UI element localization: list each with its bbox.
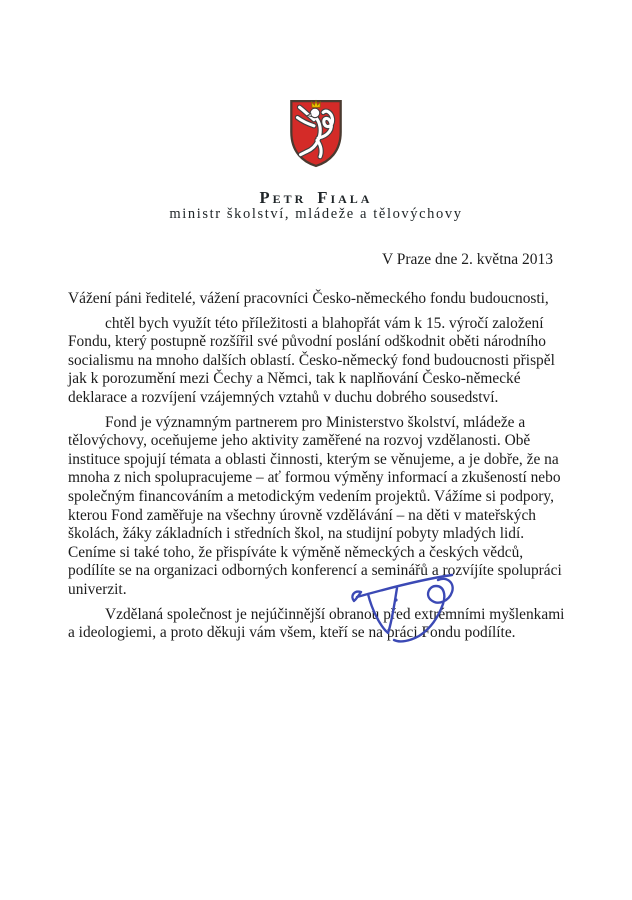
letter-body	[68, 290, 568, 649]
paragraph-3: Vzdělaná společnost je nejúčinnější obranou před extrémními myšlenkami a ideologiemi, a proto děkuji vám všem, kteří se na práci Fondu podílíte.	[68, 605, 565, 642]
salutation: Vážení páni ředitelé, vážení pracovníci Česko-německého fondu budoucnosti,	[68, 290, 549, 307]
signature-dot	[394, 598, 397, 601]
sender-name: Petr Fiala	[259, 188, 373, 207]
paragraph-1: chtěl bych využít této příležitosti a blahopřát vám k 15. výročí založení Fondu, který postupně rozšířil své původní poslání odškodnit oběti národního socialismu na mnoho dalších oblastí. Česko-německý fond budoucnosti přispěl jak k porozumění mezi Čechy a Němci, tak k naplňování Česko-německé deklarace a rozvíjení vzájemných vztahů v duchu dobrého sousedství.	[68, 314, 555, 406]
date-line: V Praze dne 2. května 2013	[381, 251, 553, 268]
czech-coat-of-arms-icon	[287, 97, 345, 169]
paragraph-2: Fond je významným partnerem pro Ministerstvo školství, mládeže a tělovýchovy, oceňujeme jeho aktivity zaměřené na rozvoj vzdělanosti. Obě instituce spojují témata a oblasti činnosti, kterým se věnujeme, a je dobře, že na mnoha z nich spolupracujeme – ať formou výměny informací a zkušeností nebo společným financováním a metodickým vedením projektů. Vážíme si podpory, kterou Fond zaměřuje na všechny úrovně vzdělávání – na děti v mateřských školách, žáky základních i středních škol, na studijní pobyty mladých lidí. Ceníme si také toho, že přispíváte k výměně německých a českých vědců, podílíte se na organizaci odborných konferencí a seminářů a rozvíjíte spolupráci univerzit.	[68, 413, 562, 598]
signature-icon	[344, 566, 469, 654]
sender-title: ministr školství, mládeže a tělovýchovy	[169, 206, 463, 222]
signature-strokes	[352, 575, 452, 641]
